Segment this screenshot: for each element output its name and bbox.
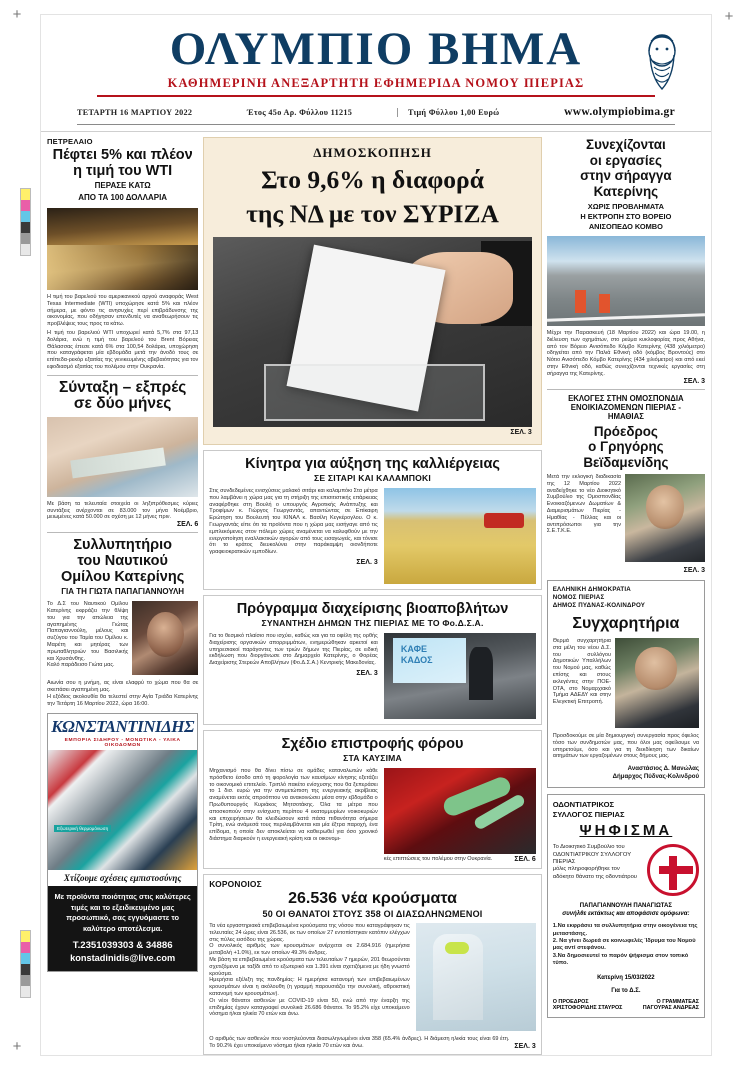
congrats-body-2: Προσδοκούμε σε μία δημιουργική συνεργασία προς όφελος τόσο των συνδημοτών μας, που όλοι μας οφείλουμε να υπηρετούμε, όσο και για τη διεκδίκηση των δικαίων αιτημάτων των εργαζομένων στους δήμους μας. bbox=[552, 733, 699, 760]
article-pension[interactable] bbox=[47, 380, 198, 528]
taxplan-body: Μηχανισμό που θα δίνει πίσω σε ομάδες καταναλωτών κάθε πρόσθετο έσοδο από τη φορολογία των καυσίμων κίνησης εξετάζει το οικονομικό επιτελείο. Τριπλό πακέτο ενίσχυσης που θα ξεπεράσει το 1 δισ. ευρώ για την αντιμετώπιση της ενεργειακής ακρίβειας αναμένεται εκτός απροόπτου να ανακοινώσει μέσα στην εβδομάδα ο Πρωθυπουργός Κυριάκος Μητσοτάκης. Όλα τα μέτρα που αποσκοπούν στην ενίσχυση περίπου 4 εκατομμυρίων νοικοκυριών και επιχειρήσεων θα κλειδώσουν κατά πάσα πιθανότητα σήμερα Τρίτη, ενώ ανάμεσά τους περιλαμβάνεται και μία έξτρα παροχή, ένα επίδομα, η οποία δεν αποκλείεται να καθιερωθεί για όσο χρονικό διάστημα διαρκούν η ενεργειακή κρίση και οι οικονομι- bbox=[209, 768, 378, 842]
elections-kicker-line3: ΗΜΑΘΙΑΣ bbox=[607, 411, 644, 421]
tunnel-sub-line1: ΧΩΡΙΣ ΠΡΟΒΛΗΜΑΤΑ bbox=[587, 202, 664, 211]
oil-sub-line1: ΠΕΡΑΣΕ ΚΑΤΩ bbox=[94, 181, 151, 190]
covid-body-1: Τα νέα εργαστηριακά επιβεβαιωμένα κρούσματα της νόσου που καταγράφηκαν τις τελευταίες 24 ώρες είναι 26.536, εκ των οποίων 27 εντοπίστηκαν κατόπιν ελέγχων στις πύλες εισόδου της χώρας. bbox=[209, 923, 410, 943]
ad-slogan: Χτίζουμε σχέσεις εμπιστοσύνης bbox=[63, 873, 182, 884]
covid-page-ref: ΣΕΛ. 3 bbox=[514, 1042, 536, 1050]
agriculture-headline: Κίνητρα για αύξηση της καλλιέργειας bbox=[245, 456, 500, 472]
left-divider-1 bbox=[47, 375, 198, 376]
conference-room-presentation-photo bbox=[384, 633, 536, 719]
covid-caption: Ο αριθμός των ασθενών που νοσηλεύονται διασωληνωμένοι είναι 358 (65.4% άνδρες). Η διάμεση ηλικία τους είναι 69 έτη. Το 90.2% έχει υποκείμενο νόσημα ή/και ηλικία 70 ετών και άνω. bbox=[209, 1036, 510, 1049]
congrats-signature-name: Αναστάσιος Δ. Μανώλας bbox=[627, 765, 699, 773]
elections-headline-line3: Βεϊδαμενίδης bbox=[583, 454, 669, 470]
ad-photo-caption: Εξωτερική θερμομόνωση bbox=[54, 825, 111, 832]
article-tunnel-works[interactable] bbox=[547, 137, 705, 385]
covid-body-4: Ημερήσια εξέλιξη της πανδημίας: Η ημερήσια κατανομή των επιβεβαιωμένων κρουσμάτων είναι η ακόλουθη (η γραμμή παρουσιάζει την συνολική, αθροιστική κατανομή των κρουσμάτων). bbox=[209, 977, 410, 997]
feature-headline-line2: της ΝΔ με τον ΣΥΡΙΖΑ bbox=[246, 199, 499, 228]
resolution-item-1: 1.Να εκφράσει τα συλλυπητήρια στην οικογένεια της μεταστάσης. bbox=[552, 923, 698, 937]
tunnel-body: Μέχρι την Παρασκευή (18 Μαρτίου 2022) και ώρα 19.00, η διέλευση των οχημάτων, στο ρεύμα κυκλοφορίας προς Αθήνα, από τον Βόρειο Ανισόπεδο Κόμβο Κατερίνης (438 χιλιόμετρο) οδηγείται από την Παλιά Εθνική οδό (κόμβος Βροντούς) στο Νότιο Ανισόπεδο Κόμβο Κατερίνης (434 χιλιόμετρο) και από εκεί στην Εθνική οδό, καθώς συνεχίζονται τεχνικές εργασίες στη σήραγγα της Κατερίνης. bbox=[546, 330, 705, 377]
tunnel-sub-line2: Η ΕΚΤΡΟΠΗ ΣΤΟ ΒΟΡΕΙΟ bbox=[580, 212, 672, 221]
elections-body: Μετά την εκλογική διαδικασία της 12 Μαρτίου 2022 αναδείχθηκε το νέο Διοικητικό Συμβούλιο της Ομοσπονδίας Ενοικιαζόμενων Δωματίων & Διαμερισμάτων Πιερίας - Ημαθίας - Πέλλας και οι αντιπρόσωποι για την Σ.Ε.Τ.Κ.Ε. bbox=[546, 474, 621, 535]
feature-headline-line1: Στο 9,6% η διαφορά bbox=[261, 165, 484, 194]
oil-pipeline-photo bbox=[47, 208, 198, 290]
taxplan-page-ref: ΣΕΛ. 6 bbox=[514, 856, 536, 863]
hospital-icu-nurse-photo bbox=[416, 923, 536, 1031]
condolence-sub: ΓΙΑ ΤΗ ΓΙΩΤΑ ΠΑΠΑΓΙΑΝΝΟΥΛΗ bbox=[61, 587, 185, 597]
article-tax-plan[interactable] bbox=[203, 730, 541, 869]
article-federation-elections[interactable] bbox=[547, 394, 705, 575]
masthead-info-bar bbox=[77, 100, 675, 124]
tunnel-headline-line3: στην σήραγγα bbox=[580, 168, 672, 183]
oil-body-1: Η τιμή του βαρελιού του αμερικανικού αργού αναφοράς West Texas Intermediate (WTI) υποχώρησε κατά 5% και πλέον σήμερα, με φόντο τις ανησυχίες περί επιβράδυνσης της οικονομίας, που οδήγησαν επενδυτές να αναθεωρήσουν τις προβλέψεις τους προς τα κάτω. bbox=[47, 294, 199, 328]
zeus-head-icon bbox=[639, 31, 685, 93]
resolution-name-president: ΧΡΙΣΤΟΦΟΡΙΔΗΣ ΣΤΑΥΡΟΣ bbox=[552, 1004, 623, 1011]
construction-collage-photo bbox=[48, 750, 197, 870]
pension-headline-line1: Σύνταξη – εξπρές bbox=[58, 378, 187, 396]
condolence-body-2: Καλό παράδεισο Γιώτα μας. bbox=[47, 662, 115, 669]
woman-portrait-photo bbox=[132, 601, 198, 675]
resolution-title: ΨΗΦΙΣΜΑ bbox=[579, 822, 673, 840]
covid-body-2: Ο συνολικός αριθμός των κρουσμάτων ανέρχεται σε 2.684.916 (ημερήσια μεταβολή +1.0%), εκ των οποίων 49.3% άνδρες. bbox=[209, 943, 410, 957]
biowaste-photo-text-1: ΚΑΦΕ bbox=[400, 644, 427, 655]
resolution-role-secretary: Ο ΓΡΑΜΜΑΤΕΑΣ bbox=[656, 998, 699, 1005]
masthead bbox=[41, 23, 711, 132]
publication-date: ΤΕΤΑΡΤΗ 16 ΜΑΡΤΙΟΥ 2022 bbox=[77, 107, 193, 117]
condolence-headline-line1: Συλλυπητήριο bbox=[73, 537, 172, 554]
agriculture-page-ref: ΣΕΛ. 3 bbox=[356, 558, 378, 566]
oil-headline-line2: η τιμή του WTI bbox=[73, 163, 173, 179]
condolence-headline-line3: Ομίλου Κατερίνης bbox=[61, 569, 185, 586]
taxplan-caption: κές επιπτώσεις του πολέμου στην Ουκρανία. bbox=[383, 856, 493, 863]
resolution-name-secretary: ΠΑΓΟΥΡΑΣ ΑΝΔΡΕΑΣ bbox=[642, 1004, 699, 1011]
covid-body-5: Οι νέοι θάνατοι ασθενών με COVID-19 είναι 50, ενώ από την έναρξη της επιδημίας έχουν καταγραφεί συνολικά 26.686 θάνατοι. Το 95.2% είχε υποκείμενο νόσημα ή/και ηλικία 70 ετών και άνω. bbox=[209, 997, 410, 1018]
resolution-item-2: 2. Να γίνει δωρεά σε κοινωφελές Ίδρυμα του Νομού μας αντί στεφάνου. bbox=[552, 938, 696, 952]
registration-mark-top-left: + bbox=[12, 6, 22, 23]
condolence-headline-line2: του Ναυτικού bbox=[77, 553, 168, 570]
left-column bbox=[47, 137, 198, 1044]
biowaste-photo-text-2: ΚΑΔΟΣ bbox=[400, 655, 433, 666]
color-calibration-bar-top bbox=[20, 188, 31, 256]
page-columns bbox=[41, 132, 711, 1050]
oil-headline-line1: Πέφτει 5% και πλέον bbox=[52, 147, 193, 163]
tunnel-headline-line2: οι εργασίες bbox=[589, 152, 662, 168]
taxplan-sub: ΣΤΑ ΚΑΥΣΙΜΑ bbox=[343, 753, 402, 763]
resolution-role-president: Ο ΠΡΟΕΔΡΟΣ bbox=[552, 998, 589, 1005]
newspaper-subtitle: ΚΑΘΗΜΕΡΙΝΗ ΑΝΕΞΑΡΤΗΤΗ ΕΦΗΜΕΡΙΔΑ ΝΟΜΟΥ ΠΙΕΡΙΑΣ bbox=[167, 76, 585, 90]
oil-kicker: ΠΕΤΡΕΛΑΙΟ bbox=[47, 137, 93, 146]
ad-contact-block[interactable] bbox=[48, 886, 197, 971]
biowaste-headline: Πρόγραμμα διαχείρισης βιοαποβλήτων bbox=[236, 601, 509, 617]
oil-body-2: Η τιμή του βαρελιού WTI υποχωρεί κατά 5,7% στα 97,13 δολάρια, ενώ η τιμή του βαρελιού του Brent Βόρειας Θάλασσας έπεσε κατά 6% στα 100,54 δολάρια, υποχώρηση που καταγράφεται μία εβδομάδα μετά την άνοδό τους σε επίπεδα-ρεκόρ εξαιτίας της γενικευμένης αβεβαιότητας για τον εφοδιασμό εξαιτίας του πολέμου στην Ουκρανία. bbox=[47, 329, 199, 370]
tunnel-headline-line1: Συνεχίζονται bbox=[586, 137, 666, 152]
elections-page-ref: ΣΕΛ. 3 bbox=[683, 567, 705, 575]
resolution-org-line2: ΣΥΛΛΟΓΟΣ ΠΙΕΡΙΑΣ bbox=[552, 809, 625, 819]
announcement-resolution[interactable] bbox=[547, 794, 705, 1017]
agriculture-sub: ΣΕ ΣΙΤΑΡΙ ΚΑΙ ΚΑΛΑΜΠΟΚΙ bbox=[314, 473, 431, 483]
issue-price: Τιμή Φύλλου 1,00 Ευρώ bbox=[397, 108, 558, 117]
ad-email[interactable]: konstadinidis@live.com bbox=[70, 953, 176, 964]
ad-phone[interactable]: Τ.2351039303 & 34886 bbox=[72, 940, 173, 952]
feature-poll-article[interactable] bbox=[203, 137, 541, 445]
ad-body-text: Με προϊόντα ποιότητας στις καλύτερες τιμές και το εξειδικευμένο μας προσωπικό, σας εγγυόμαστε το καλύτερο αποτέλεσμα. bbox=[54, 892, 191, 933]
congrats-org-line2: ΝΟΜΟΣ ΠΙΕΡΙΑΣ bbox=[552, 594, 605, 602]
resolution-body-1: Το Διοικητικό Συμβούλιο του ΟΔΟΝΤΙΑΤΡΙΚΟΥ ΣΥΛΛΟΓΟΥ ΠΙΕΡΙΑΣ bbox=[552, 844, 631, 866]
agriculture-body: Στις συνδεδεμένες ενισχύσεις μαλακό σιτάρι και καλαμπόκι Στα μέτρα που λαμβάνει η χώρα μας για τη στήριξη της επισιτιστικής επάρκειας αναφέρθηκε στη Βουλή ο υπουργός Αγροτικής Ανάπτυξης και Τροφίμων κ. Γιώργος Γεωργαντάς, απαντώντας σε Επίκαιρη Ερώτηση του Βουλευτή του ΚΙΝΑΛ κ. Βασίλη Κεγκέρογλου. Ο κ. Γεωργαντάς είπε ότι τα προϊόντα που η χώρα μας εισήγαγε από τις εμπλεκόμενες στον πόλεμο χώρες αναμένεται να καλυφθούν με την ενεργοποίηση εναλλακτικών αγορών από τους εισαγωγείς, και τόνισε ότι το κράτος διευκολύνει στην παράκαμψη οιονδήποτε γραφειοκρατικών εμποδίων. bbox=[209, 488, 378, 556]
feature-kicker: ΔΗΜΟΣΚΟΠΗΣΗ bbox=[313, 145, 432, 160]
hands-counting-money-photo bbox=[47, 417, 198, 497]
highway-roadworks-photo bbox=[547, 236, 705, 326]
condolence-body-3: Αιωνία σου η μνήμη, ας είναι ελαφρύ το χώμα που θα σε σκεπάσει αγαπημένη μας. bbox=[47, 680, 199, 693]
resolution-body-3: συνήλθε εκτάκτως και αποφάσισε ομόφωνα: bbox=[562, 911, 690, 918]
covid-sub: 50 ΟΙ ΘΑΝΑΤΟΙ ΣΤΟΥΣ 358 ΟΙ ΔΙΑΣΩΛΗΝΩΜΕΝΟΙ bbox=[262, 909, 483, 919]
condolence-body-4: Η εξόδιος ακολουθία θα τελεστεί στην Αγία Τριάδα Κατερίνης την Τετάρτη 16 Μαρτίου 2022, ώρα 16:00. bbox=[47, 693, 199, 707]
masthead-red-rule bbox=[97, 95, 655, 97]
elections-kicker-line2: ΕΝΟΙΚΙΑΖΟΜΕΝΩΝ ΠΙΕΡΙΑΣ - bbox=[570, 402, 681, 412]
right-divider-1 bbox=[547, 389, 705, 390]
man-portrait-photo bbox=[625, 474, 705, 562]
congrats-signature-role: Δήμαρχος Πύδνας-Κολινδρού bbox=[612, 773, 699, 781]
tunnel-headline-line4: Κατερίνης bbox=[593, 183, 659, 199]
website-url[interactable]: www.olympiobima.gr bbox=[564, 106, 675, 118]
congrats-title: Συγχαρητήρια bbox=[572, 615, 680, 633]
pension-body: Με βάση τα τελευταία στοιχεία οι ληξιπρόθεσμες κύριες συντάξεις ανέρχονται σε 83.000 τον μήνα Νοέμβριο, μειωμένες κατά 50.000 σε σχέση με 12 μήνες πριν. bbox=[47, 500, 199, 521]
front-page-sheet bbox=[40, 14, 712, 1056]
issue-number: Έτος 45ο Αρ. Φύλλου 11215 bbox=[247, 107, 353, 117]
ad-logo-subtitle: ΕΜΠΟΡΙΑ ΣΙΔΗΡΟΥ - ΜΟΝΩΤΙΚΑ - ΥΛΙΚΑ ΟΙΚΟΔΟΜΩΝ bbox=[64, 738, 181, 749]
condolence-body-1: Το Δ.Σ του Ναυτικού Ομίλου Κατερίνης εκφράζει την θλίψη του για την απώλεια της αγαπημένης Γιώτας Παπαγιαννούλη, μέλους και συζύγου του Ταμία του Ομίλου κ. Μαρέτη και μητέρας των πρωταθλητριών του Βασιλικής και Χρυσάνθης. bbox=[47, 601, 129, 662]
biowaste-body: Για το θεσμικό πλαίσιο που ισχύει, καθώς και για τα οφέλη της ορθής διαχείρισης οργανικών απορριμμάτων, ενημερώθηκαν αρκετοί και υπηρεσιακοί παράγοντες των τριών δήμων της Πιερίας, σε ειδική εκδήλωση που διοργάνωσε στο Δημαρχείο Κατερίνης, ο Φορέας Διαχείρισης Στερεών Αποβλήτων (Φο.Δ.Σ.Α.) Κεντρικής Μακεδονίας. bbox=[209, 633, 378, 667]
elections-headline-line1: Πρόεδρος bbox=[593, 423, 658, 439]
covid-kicker: ΚΟΡΟΝΟΙΟΣ bbox=[209, 879, 262, 889]
announcement-congratulations[interactable] bbox=[547, 580, 705, 788]
congrats-org-line3: ΔΗΜΟΣ ΠΥΔΝΑΣ-ΚΟΛΙΝΔΡΟΥ bbox=[552, 602, 646, 610]
center-column bbox=[203, 137, 541, 1050]
elections-kicker-line1: ΕΚΛΟΓΕΣ ΣΤΗΝ ΟΜΟΣΠΟΝΔΙΑ bbox=[568, 393, 684, 403]
covid-body-3: Με βάση τα επιβεβαιωμένα κρούσματα των τελευταίων 7 ημερών, 201 θεωρούνται σχετιζόμενα με ταξίδι από το εξωτερικό και 1.391 είναι σχετιζόμενα με ήδη γνωστό κρούσμα. bbox=[209, 956, 410, 977]
resolution-org-line1: ΟΔΟΝΤΙΑΤΡΙΚΟΣ bbox=[552, 800, 615, 810]
fuel-pump-nozzle-photo bbox=[384, 768, 536, 854]
masthead-bottom-rule bbox=[77, 124, 675, 125]
elections-headline-line2: ο Γρηγόρης bbox=[588, 439, 664, 455]
oil-sub-line2: ΑΠΟ ΤΑ 100 ΔΟΛΛΑΡΙΑ bbox=[78, 193, 168, 202]
wheat-field-harvester-photo bbox=[384, 488, 536, 584]
resolution-item-3: 3.Να δημοσιευτεί το παρόν ψήφισμα στον τοπικό τύπο. bbox=[552, 952, 689, 967]
resolution-deceased-name: ΠΑΠΑΓΙΑΝΝΟΥΛΗ ΠΑΝΑΓΙΩΤΑΣ bbox=[579, 903, 672, 910]
article-agriculture[interactable] bbox=[203, 450, 541, 590]
tunnel-sub-line3: ΑΝΙΣΟΠΕΔΟ ΚΟΜΒΟ bbox=[588, 222, 663, 231]
registration-mark-top-right: + bbox=[724, 8, 734, 25]
resolution-body-2: μόλις πληροφορήθηκε τον αδόκητο θάνατο της οδοντιάτρου bbox=[552, 866, 637, 880]
article-covid[interactable] bbox=[203, 874, 541, 1055]
registration-mark-bottom-left: + bbox=[12, 1038, 22, 1055]
congrats-org-line1: ΕΛΛΗΝΙΚΗ ΔΗΜΟΚΡΑΤΙΑ bbox=[552, 586, 631, 594]
ad-konstantinidis[interactable] bbox=[47, 713, 198, 972]
congrats-body-1: Θερμά συγχαρητήρια στα μέλη του νέου Δ.Σ. του συλλόγου Δημοτικών Υπαλλήλων του Νομού μας, καθώς επίσης και στους εκλεγέντες στην ΠΟΕ-ΟΤΑ, στο Νομαρχιακό Τμήμα ΑΔΕΔΥ και στην Ελεγκτική Επιτροπή. bbox=[552, 638, 611, 706]
mayor-portrait-photo bbox=[615, 638, 699, 728]
ad-logo-text: ΚΩΝΣΤΑΝΤΙΝΙΔΗΣ bbox=[51, 717, 195, 737]
taxplan-headline: Σχέδιο επιστροφής φόρου bbox=[281, 736, 464, 752]
resolution-for-label: Για το Δ.Σ. bbox=[611, 987, 641, 994]
pension-page-ref: ΣΕΛ. 6 bbox=[176, 521, 199, 529]
pension-headline-line2: σε δύο μήνες bbox=[73, 394, 172, 412]
resolution-place-date: Κατερίνη 15/03/2022 bbox=[597, 974, 655, 981]
article-biowaste[interactable] bbox=[203, 595, 541, 725]
article-oil-price[interactable] bbox=[47, 137, 198, 371]
ballot-box-voting-photo bbox=[213, 237, 531, 427]
biowaste-sub: ΣΥΝΑΝΤΗΣΗ ΔΗΜΩΝ ΤΗΣ ΠΙΕΡΙΑΣ ΜΕ ΤΟ Φο.Δ.Σ.Α. bbox=[261, 618, 484, 628]
biowaste-page-ref: ΣΕΛ. 3 bbox=[356, 669, 378, 677]
red-cross-seal-icon bbox=[647, 844, 699, 896]
color-calibration-bar-bottom bbox=[20, 930, 31, 998]
right-column bbox=[547, 137, 705, 1044]
tunnel-page-ref: ΣΕΛ. 3 bbox=[683, 377, 705, 385]
article-condolence[interactable] bbox=[47, 537, 198, 707]
covid-headline: 26.536 νέα κρούσματα bbox=[288, 890, 457, 907]
feature-page-ref: ΣΕΛ. 3 bbox=[510, 429, 532, 436]
left-divider-2 bbox=[47, 532, 198, 533]
newspaper-title: ΟΛΥΜΠΙΟ ΒΗΜΑ bbox=[169, 23, 583, 75]
